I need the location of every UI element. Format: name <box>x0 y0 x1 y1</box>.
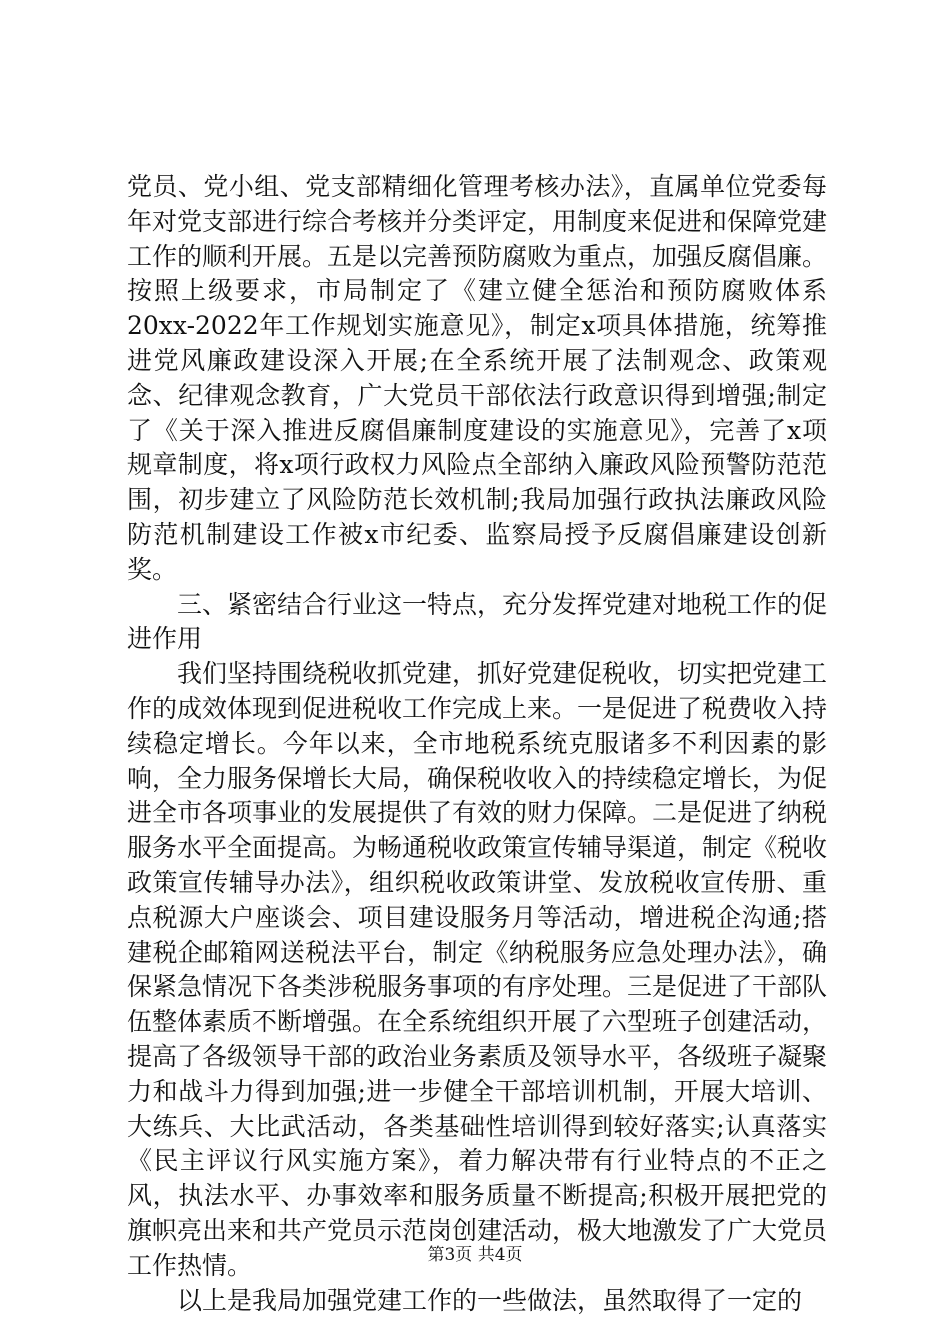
paragraph-2: 我们坚持围绕税收抓党建，抓好党建促税收，切实把党建工作的成效体现到促进税收工作完成上来。一是促进了税费收入持续稳定增长。今年以来，全市地税系统克服诸多不利因素的影响，全力服务保增长大局，确保税收收入的持续稳定增长，为促进全市各项事业的发展提供了有效的财力保障。二是促进了纳税服务水平全面提高。为畅通税收政策宣传辅导渠道，制定《税收政策宣传辅导办法》，组织税收政策讲堂、发放税收宣传册、重点税源大户座谈会、项目建设服务月等活动，增进税企沟通;搭建税企邮箱网送税法平台，制定《纳税服务应急处理办法》，确保紧急情况下各类涉税服务事项的有序处理。三是促进了干部队伍整体素质不断增强。在全系统组织开展了六型班子创建活动，提高了各级领导干部的政治业务素质及领导水平，各级班子凝聚力和战斗力得到加强;进一步健全干部培训机制，开展大培训、大练兵、大比武活动，各类基础性培训得到较好落实;认真落实《民主评议行风实施方案》，着力解决带有行业特点的不正之风，执法水平、办事效率和服务质量不断提高;积极开展把党的旗帜亮出来和共产党员示范岗创建活动，极大地激发了广大党员工作热情。 <box>127 659 828 1280</box>
paragraph-1: 党员、党小组、党支部精细化管理考核办法》，直属单位党委每年对党支部进行综合考核并分类评定，用制度来促进和保障党建工作的顺利开展。五是以完善预防腐败为重点，加强反腐倡廉。按照上级要求，市局制定了《建立健全惩治和预防腐败体系20xx-2022年工作规划实施意见》，制定x项具体措施，统筹推进党风廉政建设深入开展;在全系统开展了法制观念、政策观念、纪律观念教育，广大党员干部依法行政意识得到增强;制定了《关于深入推进反腐倡廉制度建设的实施意见》，完善了x项规章制度，将x项行政权力风险点全部纳入廉政风险预警防范范围，初步建立了风险防范长效机制;我局加强行政执法廉政风险防范机制建设工作被x市纪委、监察局授予反腐倡廉建设创新奖。 <box>127 172 828 584</box>
section-heading-3: 三、紧密结合行业这一特点，充分发挥党建对地税工作的促进作用 <box>127 589 828 654</box>
paragraph-3: 以上是我局加强党建工作的一些做法，虽然取得了一定的 <box>177 1285 803 1315</box>
page-number: 第3页 共4页 <box>427 1245 523 1265</box>
document-body <box>127 170 827 1318</box>
page-footer <box>0 1240 950 1265</box>
